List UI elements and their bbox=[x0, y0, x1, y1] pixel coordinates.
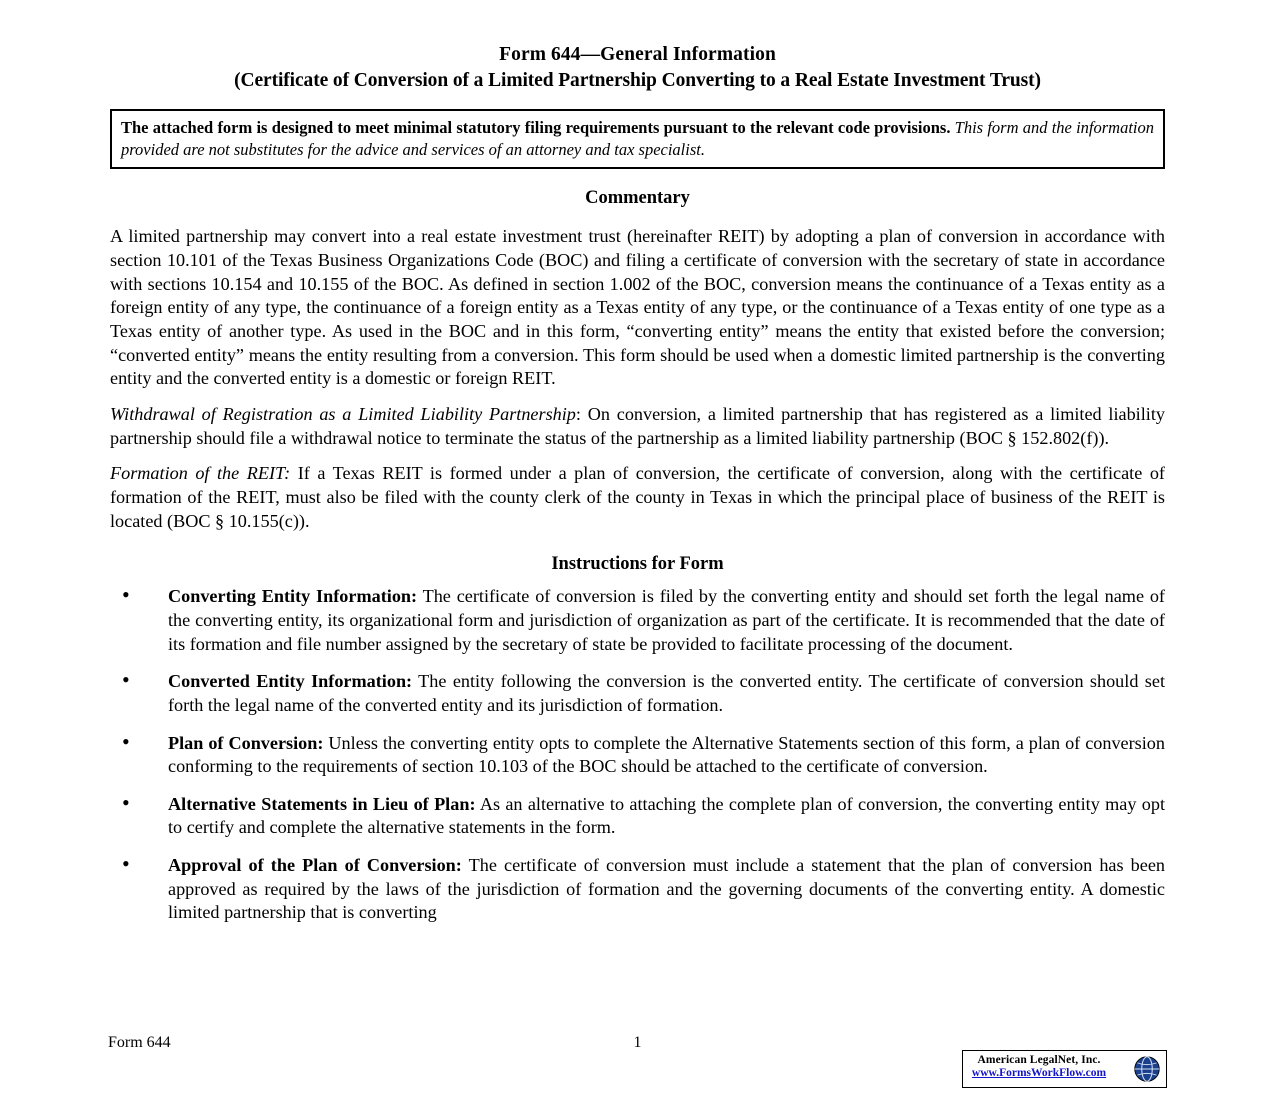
instruction-text: The certificate of conversion must include a statement that the plan of conversion has been approved as required by the laws of the jurisdiction of formation and the governing documents of the converting entity. A domestic limited partnership that is converting bbox=[168, 855, 1165, 923]
legalnet-company-name: American LegalNet, Inc. bbox=[977, 1054, 1101, 1066]
instructions-list bbox=[110, 582, 1165, 925]
page-footer bbox=[0, 1028, 1275, 1100]
footer-form-label: Form 644 bbox=[108, 1034, 171, 1051]
bullet-icon: • bbox=[122, 582, 130, 608]
bullet-icon: • bbox=[122, 728, 130, 754]
instruction-text: The certificate of conversion is filed by the converting entity and should set forth the legal name of the converting entity, its organizational form and jurisdiction of organization as part of the certificate. It is recommended that the date of its formation and file number assigned by the secretary of state be provided to facilitate processing of the document. bbox=[168, 586, 1165, 654]
list-item bbox=[110, 667, 1165, 717]
list-item bbox=[110, 582, 1165, 656]
legalnet-text bbox=[969, 1054, 1109, 1079]
bullet-icon: • bbox=[122, 789, 130, 815]
notice-italic-text: This form and the information provided are not substitutes for the advice and services of an attorney and tax specialist. bbox=[121, 118, 1155, 159]
withdrawal-lead-in: Withdrawal of Registration as a Limited Liability Partnership bbox=[110, 403, 576, 424]
instructions-heading: Instructions for Form bbox=[551, 554, 724, 575]
legalnet-stamp bbox=[962, 1050, 1167, 1088]
formation-lead-in: Formation of the REIT: bbox=[110, 463, 291, 484]
formation-paragraph bbox=[110, 450, 1165, 533]
instruction-text: The entity following the conversion is the converted entity. The certificate of conversion should set forth the legal name of the converted entity and its jurisdiction of formation. bbox=[168, 671, 1165, 715]
statutory-notice-box bbox=[110, 109, 1165, 169]
instruction-label: Plan of Conversion: bbox=[168, 732, 324, 753]
title-line-2: (Certificate of Conversion of a Limited Partnership Converting to a Real Estate Investment Trust) bbox=[234, 69, 1041, 91]
withdrawal-paragraph bbox=[110, 391, 1165, 450]
footer-page-number: 1 bbox=[633, 1034, 642, 1051]
list-item bbox=[110, 851, 1165, 925]
list-item bbox=[110, 789, 1165, 840]
list-item bbox=[110, 728, 1165, 779]
instruction-label: Converted Entity Information: bbox=[168, 671, 413, 692]
instruction-label: Converting Entity Information: bbox=[168, 586, 418, 607]
title-line-1: Form 644—General Information bbox=[499, 44, 776, 65]
instruction-text: As an alternative to attaching the complete plan of conversion, the converting entity may opt to certify and complete the alternative statements in the form. bbox=[168, 793, 1165, 838]
instruction-label: Alternative Statements in Lieu of Plan: bbox=[168, 793, 476, 814]
instruction-text: Unless the converting entity opts to complete the Alternative Statements section of this form, a plan of conversion conforming to the requirements of section 10.103 of the BOC should be attached to the certificate of conversion. bbox=[168, 732, 1165, 777]
formation-body: If a Texas REIT is formed under a plan of conversion, the certificate of conversion, along with the certificate of formation of the REIT, must also be filed with the county clerk of the county in Texas in which the principal place of business of the REIT is located (BOC § 10.155(c)). bbox=[110, 463, 1165, 531]
legalnet-url[interactable]: www.FormsWorkFlow.com bbox=[971, 1067, 1107, 1079]
commentary-paragraph-1: A limited partnership may convert into a real estate investment trust (hereinafter REIT) by adopting a plan of conversion in accordance with section 10.101 of the Texas Business Organizations Code (BOC) and filing a certificate of conversion with the secretary of state in accordance with sections 10.154 and 10.155 of the BOC. As defined in section 1.002 of the BOC, conversion means the continuance of a Texas entity as a foreign entity of any type, the continuance of a foreign entity as a Texas entity of any type, or the continuance of a Texas entity of one type as a Texas entity of another type. As used in the BOC and in this form, “converting entity” means the entity that existed before the conversion; “converted entity” means the entity resulting from a conversion. This form should be used when a domestic limited partnership is the converting entity and the converted entity is a domestic or foreign REIT. bbox=[110, 226, 1165, 389]
bullet-icon: • bbox=[122, 851, 130, 877]
instruction-label: Approval of the Plan of Conversion: bbox=[168, 855, 462, 876]
page-title bbox=[110, 42, 1165, 93]
globe-icon bbox=[1133, 1055, 1161, 1083]
notice-bold-text: The attached form is designed to meet minimal statutory filing requirements pursuant to the relevant code provisions. bbox=[121, 118, 951, 138]
commentary-heading: Commentary bbox=[585, 188, 690, 209]
bullet-icon: • bbox=[122, 667, 130, 693]
withdrawal-body: : On conversion, a limited partnership that has registered as a limited liability partnership should file a withdrawal notice to terminate the status of the partnership as a limited liability partnership (BOC § 152.802(f)). bbox=[110, 403, 1165, 448]
